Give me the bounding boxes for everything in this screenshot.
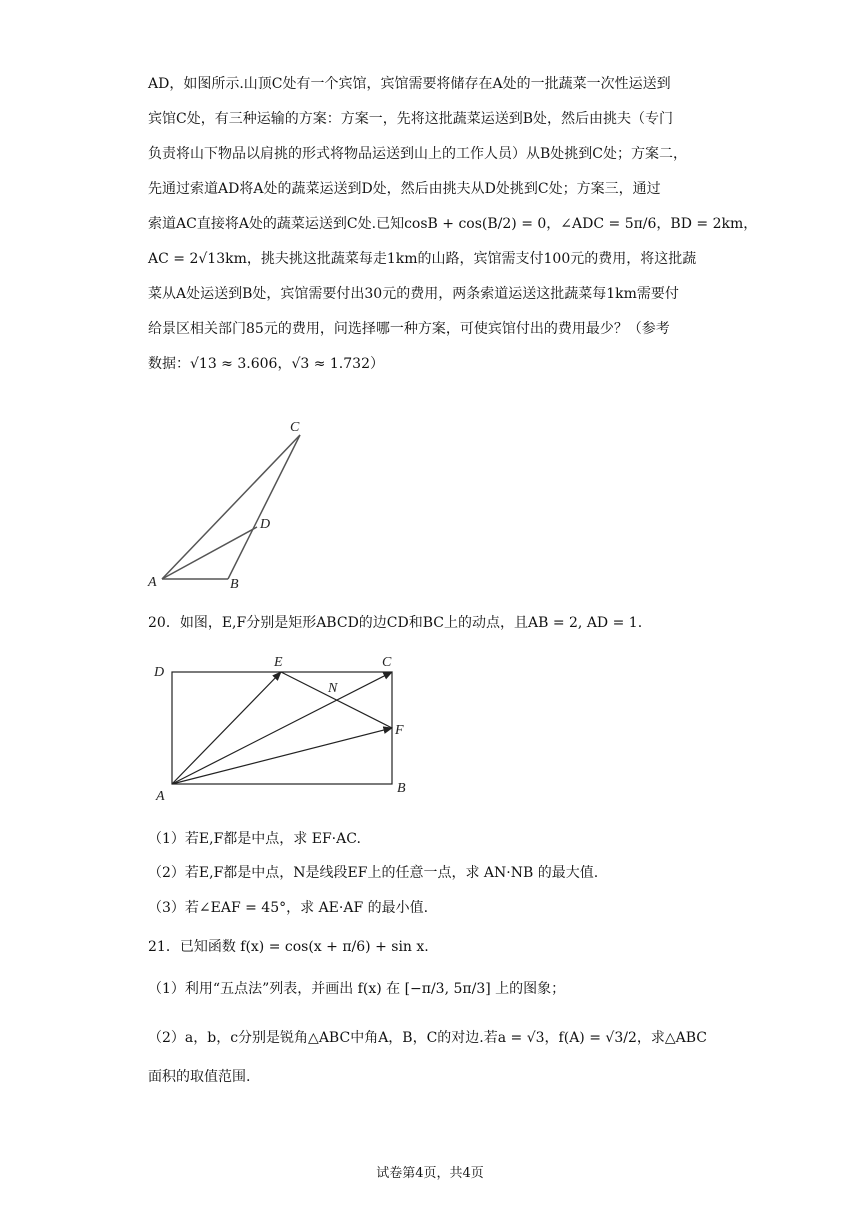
problem-20-part-1: （1）若E,F都是中点，求 EF·AC.	[148, 831, 361, 847]
mountain-figure	[140, 410, 320, 595]
problem-21-part-1: （1）利用“五点法”列表，并画出 f(x) 在 [−π/3, 5π/3] 上的图象；	[148, 981, 566, 997]
segment-bc	[228, 435, 300, 579]
vector-af	[172, 728, 392, 784]
p19-line: AC = 2√13km，挑夫挑这批蔬菜每走1km的山路，宾馆需支付100元的费用，将这批蔬	[148, 251, 697, 267]
label-b: B	[230, 577, 239, 592]
problem-21-part-2-cont: 面积的取值范围.	[148, 1069, 251, 1085]
problem-20-part-2: （2）若E,F都是中点，N是线段EF上的任意一点，求 AN·NB 的最大值.	[148, 865, 599, 881]
label-c: C	[290, 420, 300, 435]
label-d: D	[154, 665, 165, 680]
vector-ac	[172, 672, 392, 784]
label-a: A	[148, 575, 157, 590]
rectangle-figure	[150, 652, 420, 802]
problem-20-part-3: （3）若∠EAF = 45°，求 AE·AF 的最小值.	[148, 900, 429, 916]
label-a: A	[156, 789, 165, 802]
label-e: E	[274, 655, 283, 670]
problem-21-part-2: （2）a，b，c分别是锐角△ABC中角A，B，C的对边.若a = √3，f(A) = √3/2，求△ABC	[148, 1030, 707, 1046]
label-d: D	[260, 517, 271, 532]
label-b: B	[397, 781, 406, 796]
p19-line: 宾馆C处，有三种运输的方案：方案一，先将这批蔬菜运送到B处，然后由挑夫（专门	[148, 111, 673, 127]
p19-line: AD，如图所示.山顶C处有一个宾馆，宾馆需要将储存在A处的一批蔬菜一次性运送到	[148, 76, 671, 92]
problem-20-stem: 20．如图，E,F分别是矩形ABCD的边CD和BC上的动点，且AB = 2, AD = 1.	[148, 615, 643, 631]
label-c: C	[382, 655, 392, 670]
p19-line: 数据：√13 ≈ 3.606，√3 ≈ 1.732）	[148, 356, 384, 372]
p19-line: 给景区相关部门85元的费用，问选择哪一种方案，可使宾馆付出的费用最少？（参考	[148, 321, 670, 337]
problem-21-stem: 21．已知函数 f(x) = cos(x + π/6) + sin x.	[148, 939, 429, 955]
label-f: F	[395, 723, 404, 738]
p19-line: 菜从A处运送到B处，宾馆需要付出30元的费用，两条索道运送这批蔬菜每1km需要付	[148, 286, 679, 302]
p19-line: 负责将山下物品以肩挑的形式将物品运送到山上的工作人员）从B处挑到C处；方案二，	[148, 146, 687, 162]
segment-ad	[162, 527, 257, 579]
p19-line: 索道AC直接将A处的蔬菜运送到C处.已知cosB + cos(B/2) = 0，∠ADC = 5π/6，BD = 2km，	[148, 216, 758, 232]
problem-19-text	[148, 67, 758, 382]
label-n: N	[328, 681, 338, 696]
vector-ae	[172, 672, 281, 784]
segment-ac	[162, 435, 300, 579]
page-footer: 试卷第4页，共4页	[376, 1166, 484, 1181]
p19-line: 先通过索道AD将A处的蔬菜运送到D处，然后由挑夫从D处挑到C处；方案三，通过	[148, 181, 661, 197]
